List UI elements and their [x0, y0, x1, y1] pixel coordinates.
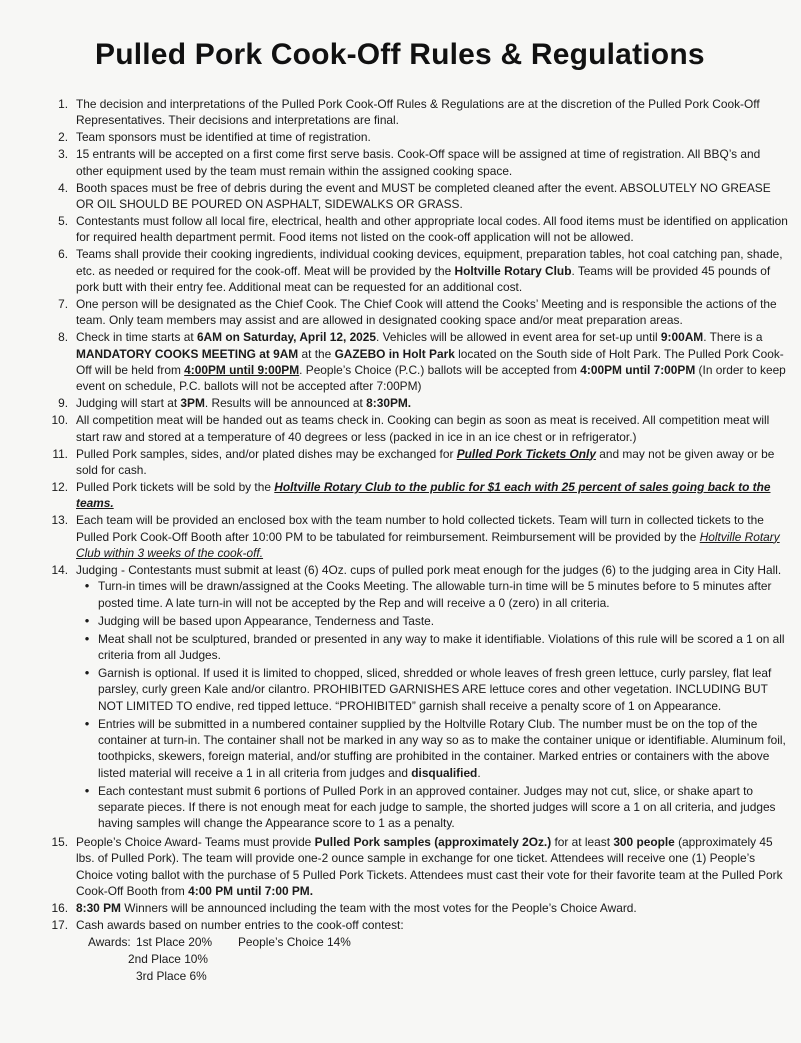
rule-7 [40, 296, 788, 329]
rule-text-bold: MANDATORY COOKS MEETING at 9AM [76, 346, 299, 361]
bullet-text: Turn-in times will be drawn/assigned at the Cooks Meeting. The allowable turn-in time will be 5 minutes before to 5 minutes after posted time. A late turn-in will not be accepted by the Rep and will receive a 0 (zero) in all criteria. [98, 579, 772, 610]
rule-text-bold: 300 people [613, 834, 675, 849]
rule-text-part: and may not be given away or be sold for cash. [76, 446, 775, 477]
award-first-place: 1st Place 20% [136, 934, 213, 949]
rule-text-bold-italic: Pulled Pork Tickets Only [456, 446, 596, 461]
rule-text-part: Winners will be announced including the team with the most votes for the People’s Choice Award. [120, 901, 637, 915]
rule-number: 7. [58, 296, 68, 311]
rule-2 [40, 129, 788, 145]
rule-11 [40, 446, 788, 479]
rule-number: 2. [58, 130, 68, 145]
rule-13 [40, 512, 788, 561]
rule-10 [40, 412, 788, 445]
rule-text-bold-italic: Holtville Rotary Club to the public for $1 each with 25 percent of sales going back to the teams. [76, 479, 771, 511]
rules-list [40, 96, 788, 986]
rule-text: Team sponsors must be identified at time of registration. [76, 130, 371, 145]
rule-text-bold: 8:30PM. [366, 396, 412, 411]
rule-17 [40, 917, 788, 933]
rule-text [76, 834, 788, 900]
rule-text [76, 395, 788, 411]
rule-text [76, 900, 788, 916]
rule-text-part: People’s Choice Award- Teams must provide [76, 834, 315, 849]
rule-text-underline: Holtville Rotary Club within 3 weeks of the cook-off. [76, 529, 780, 560]
rule-text: 15 entrants will be accepted on a first come first serve basis. Cook-Off space will be assigned at time of registration. All BBQ’s and other equipment used by the team must remain within the assigned cooking space. [76, 147, 761, 178]
bullet-icon: • [84, 578, 90, 594]
rule-text-bold: Holtville Rotary Club [454, 263, 572, 278]
rule-text-bold: GAZEBO in Holt Park [334, 346, 455, 361]
list-item [76, 613, 788, 629]
rule-number: 8. [58, 330, 68, 345]
rule-number: 17. [51, 917, 68, 932]
rule-text-part: Pulled Pork samples, sides, and/or plated dishes may be exchanged for [76, 446, 457, 461]
bullet-text: Each contestant must submit 6 portions of Pulled Pork in an approved container. Judges may not cut, slice, or shake apart to separate pieces. If there is not enough meat for each judge to sample, the shorted judges will score a 1 on all criteria, and judges having samples will change the Appearance score to 1 as a penalty. [98, 783, 776, 831]
rule-text [76, 512, 788, 561]
rule-text-bold: 4:00 PM until 7:00 PM. [188, 884, 314, 899]
rule-number: 5. [58, 213, 68, 228]
rule-number: 1. [58, 97, 68, 111]
rule-6 [40, 246, 788, 295]
rule-number: 10. [51, 413, 68, 428]
award-second-place: 2nd Place 10% [128, 951, 208, 966]
rule-number: 16. [51, 901, 68, 915]
rule-text-part: . There is a [703, 330, 763, 345]
rule-number: 9. [58, 396, 68, 411]
rule-3 [40, 146, 788, 179]
rule-text-bold: 4:00PM until 7:00PM [580, 363, 696, 377]
rule-text [76, 329, 788, 395]
rule-text [76, 446, 788, 479]
rule-text-part: for at least [551, 834, 614, 849]
rule-number: 12. [51, 479, 68, 494]
rule-text-part: (approximately 45 lbs. of Pulled Pork). The team will provide one-2 ounce sample in exchange for one ticket. Attendees will receive one (1) People’s Choice voting ballot with the purchase of 5 Pulled Pork Tickets. Attendees must cast their vote for their favorite team at the Pulled Pork Cook-Off Booth from [76, 834, 783, 899]
list-item [76, 578, 788, 611]
rule-text: The decision and interpretations of the Pulled Pork Cook-Off Rules & Regulations are at the discretion of the Pulled Pork Cook-Off Representatives. Their decisions and interpretations are final. [76, 97, 760, 128]
rule-text-part: Teams shall provide their cooking ingredients, individual cooking devices, equipment, preparation tables, hot coal catching pan, shade, etc. as needed or required for the cook-off. Meat will be provided by the [76, 247, 783, 278]
rule-text-bold: 6AM on Saturday, April 12, 2025 [196, 330, 377, 345]
rule-text-bold: 8:30 PM [76, 901, 121, 915]
rule-text-part: Pulled Pork tickets will be sold by the [76, 479, 275, 494]
rule-1 [40, 96, 788, 129]
rule-text-bold-underline: 4:00PM until 9:00PM [184, 363, 300, 377]
rule-text-part: Each team will be provided an enclosed box with the team number to hold collected tickets. Team will turn in collected tickets to the Pulled Pork Cook-Off Booth after 10:00 PM to be tabulated for reimbursement. Reimbursement will be provided by the [76, 513, 764, 544]
rule-number: 4. [58, 180, 68, 195]
rule-text-bold: Pulled Pork samples (approximately 2Oz.) [314, 834, 552, 849]
bullet-text: Judging will be based upon Appearance, Tenderness and Taste. [98, 613, 435, 628]
list-item [76, 716, 788, 782]
rule-text-part: . Teams will be provided 45 pounds of pork butt with their entry fee. Additional meat can be requested for an additional cost. [76, 263, 771, 294]
rule-12 [40, 479, 788, 512]
judging-bullets [76, 578, 788, 832]
rule-text-part: Judging will start at [76, 396, 181, 411]
rule-text-part: Check in time starts at [76, 330, 197, 345]
rule-number: 6. [58, 247, 68, 262]
rule-16 [40, 900, 788, 916]
list-item [76, 783, 788, 832]
rule-number: 11. [52, 446, 68, 461]
award-peoples-choice: People’s Choice 14% [238, 934, 351, 949]
rule-5 [40, 213, 788, 246]
rule-text: One person will be designated as the Chief Cook. The Chief Cook will attend the Cooks’ Meeting and is responsible the actions of the team. Only team members may assist and are allowed in designated cooking space and/or meat preparation areas. [76, 296, 777, 328]
award-third-place: 3rd Place 6% [136, 968, 207, 983]
rule-text: Contestants must follow all local fire, electrical, health and other appropriate local codes. All food items must be identified on application for required health department permit. Food items not listed on the cook-off application will not be allowed. [76, 213, 788, 245]
rule-text-part: located on the South side of Holt Park. The Pulled Pork Cook-Off will be held from [76, 346, 784, 377]
rule-text-part: . Vehicles will be allowed in event area for set-up until [376, 330, 661, 345]
bullet-icon: • [84, 612, 90, 628]
rule-text-part: at the [298, 346, 335, 361]
rule-14 [40, 562, 788, 834]
rule-text-part: Judging - Contestants must submit at least (6) 4Oz. cups of pulled pork meat enough for the judges (6) to the judging area in City Hall. [76, 562, 782, 577]
awards-block [84, 934, 788, 986]
rule-number: 3. [58, 147, 68, 162]
rule-text [76, 246, 788, 295]
rule-text-bold: 9:00AM [660, 330, 704, 345]
rule-number: 13. [51, 513, 68, 528]
bullet-text: Meat shall not be sculptured, branded or presented in any way to make it identifiable. Violations of this rule will be scored a 1 on all criteria from all Judges. [98, 631, 785, 662]
rule-number: 14. [51, 562, 68, 577]
rule-9 [40, 395, 788, 411]
rule-text-bold: 3PM [180, 396, 205, 411]
awards-label: Awards: [88, 934, 131, 949]
rule-number: 15. [51, 834, 68, 849]
page-title: Pulled Pork Cook-Off Rules & Regulations [95, 38, 705, 71]
rule-8 [40, 329, 788, 395]
rule-text-part: . Results will be announced at [204, 396, 367, 411]
rule-15 [40, 834, 788, 900]
bullet-text [98, 716, 788, 782]
list-item [76, 665, 788, 714]
rule-text-part: (In order to keep event on schedule, P.C. ballots will not be accepted after 7:00PM) [76, 363, 786, 394]
bullet-text: Garnish is optional. If used it is limited to chopped, sliced, shredded or whole leaves of fresh green lettuce, curly parsley, flat leaf parsley, curly green Kale and/or cilantro. PROHIBITED GARNISHES ARE lettuce cores and other vegetation. INCLUDING BUT NOT LIMITED TO endive, red tipped lettuce. “PROHIBITED” garnish shall receive a penalty score of 1 on Appearance. [98, 665, 772, 713]
rule-text [76, 479, 788, 512]
rule-4 [40, 180, 788, 213]
bullet-text-part: Entries will be submitted in a numbered container supplied by the Holtville Rotary Club. The number must be on the top of the container at turn-in. The container shall not be marked in any way so as to make the container unique or identifiable. Aluminum foil, toothpicks, skewers, foreign material, and/or stuffing are prohibited in the container. Marked entries or containers with the above listed material will receive a 1 in all criteria from judges and [98, 716, 786, 780]
bullet-icon: • [84, 715, 90, 731]
bullet-text-bold: disqualified [411, 765, 478, 780]
bullet-icon: • [84, 782, 90, 798]
rule-text: Booth spaces must be free of debris during the event and MUST be completed cleaned after the event. ABSOLUTELY NO GREASE OR OIL SHOULD BE POURED ON ASPHALT, SIDEWALKS OR GRASS. [76, 180, 771, 211]
rule-text [76, 562, 788, 834]
rule-text: All competition meat will be handed out as teams check in. Cooking can begin as soon as meat is received. All competition meat will start raw and stored at a temperature of 40 degrees or less (packed in ice in an ice chest or in refrigerator.) [76, 413, 770, 444]
list-item [76, 631, 788, 664]
bullet-icon: • [84, 664, 90, 680]
rule-text-part: . People’s Choice (P.C.) ballots will be accepted from [299, 363, 581, 377]
bullet-text-part: . [477, 765, 481, 780]
rule-text: Cash awards based on number entries to the cook-off contest: [76, 917, 404, 932]
bullet-icon: • [84, 630, 90, 646]
